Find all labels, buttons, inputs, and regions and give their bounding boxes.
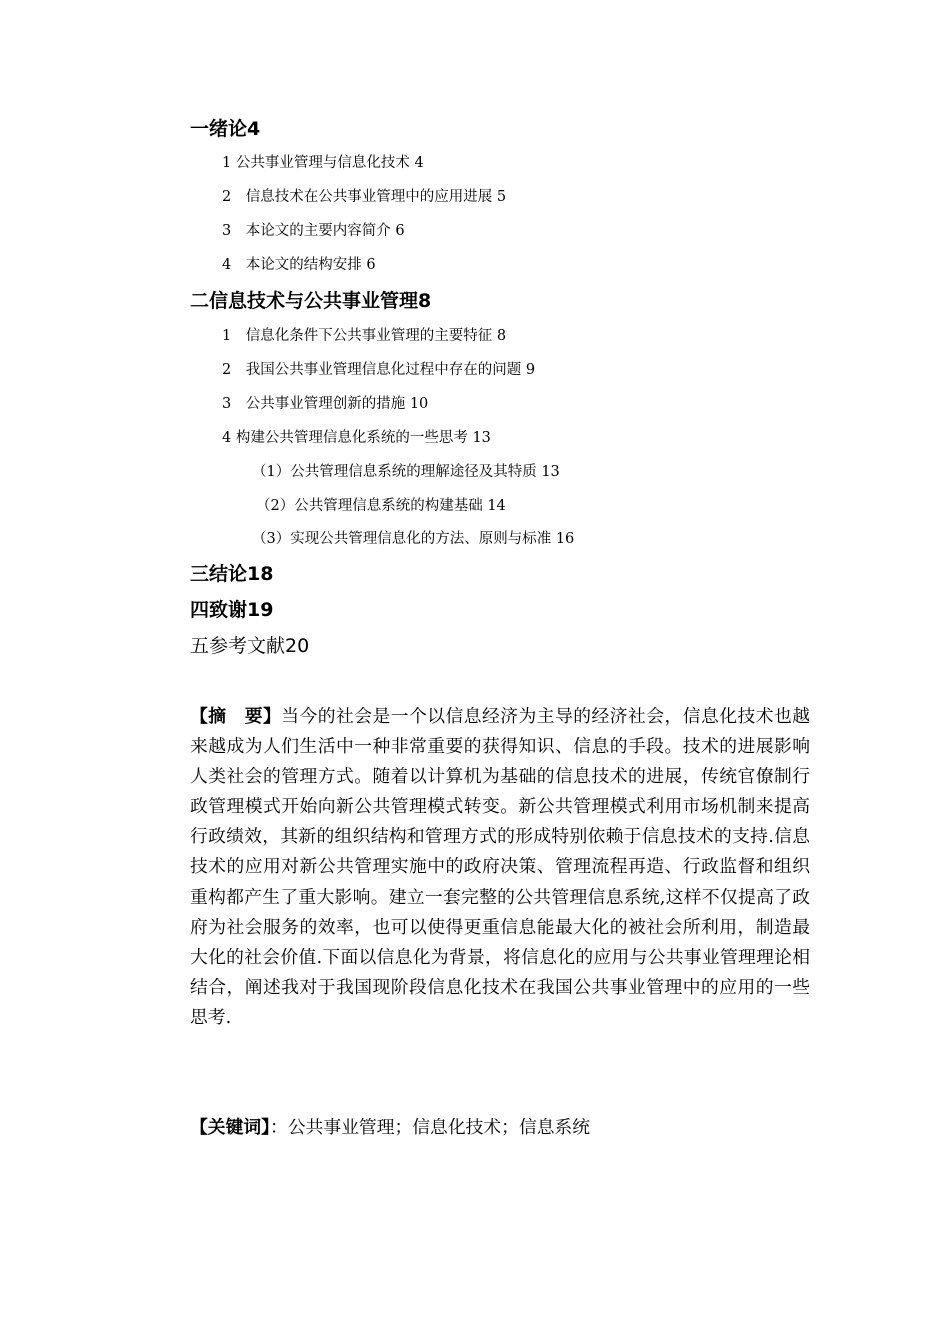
keywords-label: 【关键词】 [190,1117,271,1138]
abstract-label: 【摘 要】 [190,706,282,727]
keywords-line [190,1113,810,1143]
toc-item[interactable]: 4 本论文的结构安排 6 [222,257,376,273]
toc-item[interactable]: 3 公共事业管理创新的措施 10 [222,396,429,412]
toc-chapter-1[interactable]: 一绪论4 [190,118,261,140]
toc-subitem[interactable]: （1）公共管理信息系统的理解途径及其特质 13 [252,464,560,480]
toc-item[interactable]: 4 构建公共管理信息化系统的一些思考 13 [222,430,491,446]
toc-item[interactable]: 2 我国公共事业管理信息化过程中存在的问题 9 [222,362,536,378]
toc-chapter-2[interactable]: 二信息技术与公共事业管理8 [190,290,432,312]
toc-chapter-3[interactable]: 三结论18 [190,563,274,585]
toc-chapter-5[interactable]: 五参考文献20 [190,635,310,657]
abstract-text: 当今的社会是一个以信息经济为主导的经济社会，信息化技术也越来越成为人们生活中一种非常重要的获得知识、信息的手段。技术的进展影响人类社会的管理方式。随着以计算机为基础的信息技术的进展，传统官僚制行政管理模式开始向新公共管理模式转变。新公共管理模式利用市场机制来提高行政绩效，其新的组织结构和管理方式的形成特别依赖于信息技术的支持.信息技术的应用对新公共管理实施中的政府决策、管理流程再造、行政监督和组织重构都产生了重大影响。建立一套完整的公共管理信息系统,这样不仅提高了政府为社会服务的效率，也可以使得更重信息能最大化的被社会所利用，制造最大化的社会价值.下面以信息化为背景，将信息化的应用与公共事业管理理论相结合，阐述我对于我国现阶段信息化技术在我国公共事业管理中的应用的一些思考. [190,706,810,1028]
toc-chapter-4[interactable]: 四致谢19 [190,599,274,621]
abstract-paragraph [190,702,810,1033]
toc-item[interactable]: 2 信息技术在公共事业管理中的应用进展 5 [222,189,507,205]
toc-item[interactable]: 1 公共事业管理与信息化技术 4 [222,155,424,171]
toc-subitem[interactable]: （3）实现公共管理信息化的方法、原则与标准 16 [252,531,575,547]
toc-item[interactable]: 3 本论文的主要内容简介 6 [222,223,405,239]
toc-item[interactable]: 1 信息化条件下公共事业管理的主要特征 8 [222,328,507,344]
keywords-text: ：公共事业管理；信息化技术；信息系统 [270,1117,591,1138]
toc-subitem[interactable]: （2）公共管理信息系统的构建基础 14 [256,498,506,514]
